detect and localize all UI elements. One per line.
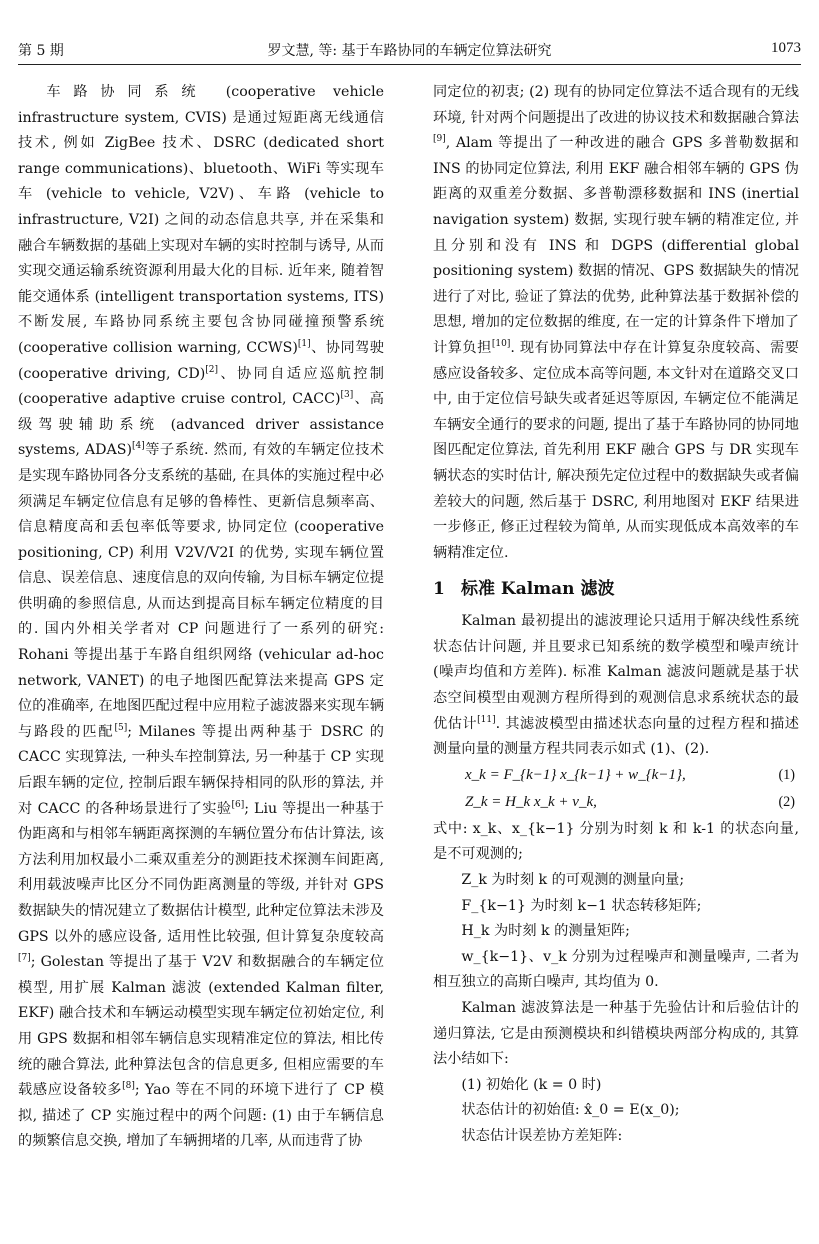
citation[interactable]: [4]: [132, 441, 145, 452]
issue-number: 第 5 期: [18, 43, 64, 59]
algorithm-step: 状态估计误差协方差矩阵:: [461, 1127, 623, 1144]
equation-2-number: (2): [778, 793, 795, 810]
definition-line: w_{k−1}、v_k 分别为过程噪声和测量噪声, 二者为相互独立的高斯白噪声, 其均值为 0.: [433, 948, 799, 991]
running-header: [18, 36, 801, 62]
intro-paragraph-continued: 同定位的初衷; (2) 现有的协同定位算法不适合现有的无线环境, 针对两个问题提出了改进的协议技术和数据融合算法[9], Alam 等提出了一种改进的融合 GPS 多普勒数据和 INS 的协同定位算法, 利用 EKF 融合相邻车辆的 GPS 伪距离的双重差分数据、多普勒漂移数据和 INS (inertial navigation system) 数据, 实现行驶车辆的精准定位, 并且分别和没有 INS 和 DGPS (differential global positioning system) 数据的情况、GPS 数据缺失的情况进行了对比, 验证了算法的优势, 此种算法基于数据补偿的思想, 增加的定位数据的维度, 在一定的计算条件下增加了计算负担[10]. 现有协同算法中存在计算复杂度较高、需要感应设备较多、定位成本高等问题, 本文针对在道路交叉口中, 由于定位信号缺失或者延迟等原因, 车辆定位不能满足车辆安全通行的要求的问题, 提出了基于车路协同的协同地图匹配定位算法, 首先利用 EKF 融合 GPS 与 DR 实现车辆状态的实时估计, 解决预先定位过程中的数据缺失或者偏差较大的问题, 然后基于 DSRC, 利用地图对 EKF 结果进一步修正, 修正过程较为简单, 从而实现低成本高效率的车辆精准定位.: [433, 84, 799, 561]
equation-1: [433, 763, 799, 790]
section-heading: 1 标准 Kalman 滤波: [433, 579, 615, 600]
algorithm-step: (1) 初始化 (k = 0 时): [461, 1076, 602, 1093]
equation-1-formula: x_k = F_{k−1} x_{k−1} + w_{k−1},: [465, 766, 686, 783]
citation[interactable]: [5]: [114, 722, 128, 733]
definition-line: F_{k−1} 为时刻 k−1 状态转移矩阵;: [461, 897, 702, 914]
running-title: 罗文慧, 等: 基于车路协同的车辆定位算法研究: [267, 43, 552, 59]
header-rule: [18, 64, 801, 65]
citation[interactable]: [2]: [205, 364, 218, 375]
page-number: 1073: [771, 40, 801, 56]
right-column: [433, 80, 799, 1150]
kalman-paragraph: Kalman 最初提出的滤波理论只适用于解决线性系统状态估计问题, 并且要求已知系统的数学模型和噪声统计 (噪声均值和方差阵). 标准 Kalman 滤波问题就是基于状态空间模型由观测方程所得到的观测信息求系统状态的最优估计[11]. 其滤波模型由描述状态向量的过程方程和描述测量向量的测量方程共同表示如式 (1)、(2).: [433, 613, 799, 758]
algorithm-step: 状态估计的初始值: x̂_0 = E(x_0);: [461, 1102, 680, 1119]
citation[interactable]: [7]: [18, 953, 31, 964]
citation[interactable]: [8]: [122, 1081, 135, 1092]
equation-1-number: (1): [778, 766, 795, 783]
citation[interactable]: [3]: [340, 390, 354, 401]
algorithm-paragraph: Kalman 滤波算法是一种基于先验估计和后验估计的递归算法, 它是由预测模块和纠错模块两部分构成的, 其算法小结如下:: [433, 1000, 799, 1068]
definition-line: H_k 为时刻 k 的测量矩阵;: [461, 923, 630, 940]
definition-line: 式中: x_k、x_{k−1} 分别为时刻 k 和 k-1 的状态向量, 是不可观测的;: [433, 820, 799, 863]
citation[interactable]: [6]: [231, 799, 245, 810]
citation[interactable]: [10]: [491, 338, 511, 349]
definition-line: Z_k 为时刻 k 的可观测的测量向量;: [461, 872, 685, 889]
intro-paragraph: 车路协同系统 (cooperative vehicle infrastructure system, CVIS) 是通过短距离无线通信技术, 例如 ZigBee 技术、DSRC (dedicated short range communications)、bluetooth、WiFi 等实现车车 (vehicle to vehicle, V2V)、车路 (vehicle to infrastructure, V2I) 之间的动态信息共享, 并在采集和融合车辆数据的基础上实现对车辆的实时控制与诱导, 从而实现交通运输系统资源利用最大化的目标. 近年来, 随着智能交通体系 (intelligent transportation systems, ITS) 不断发展, 车路协同系统主要包含协同碰撞预警系统 (cooperative collision warning, CCWS)[1]、协同驾驶 (cooperative driving, CD)[2]、协同自适应巡航控制 (cooperative adaptive cruise control, CACC)[3]、高级驾驶辅助系统 (advanced driver assistance systems, ADAS)[4]等子系统. 然而, 有效的车辆定位技术是实现车路协同各分支系统的基础, 在具体的实施过程中必须满足车辆定位信息有足够的鲁棒性、更新信息频率高、信息精度高和丢包率低等要求, 协同定位 (cooperative positioning, CP) 利用 V2V/V2I 的优势, 实现车辆位置信息、误差信息、速度信息的双向传输, 为目标车辆定位提供明确的参照信息, 从而达到提高目标车辆定位精度的目的. 国内外相关学者对 CP 问题进行了一系列的研究: Rohani 等提出基于车路自组织网络 (vehicular ad-hoc network, VANET) 的电子地图匹配算法来提高 GPS 定位的准确率, 在地图匹配过程中应用粒子滤波器来实现车辆与路段的匹配[5]; Milanes 等提出两种基于 DSRC 的 CACC 实现算法, 一种头车控制算法, 另一种基于 CP 实现后跟车辆的定位, 控制后跟车辆保持相同的队形的算法, 并对 CACC 的各种场景进行了实验[6]; Liu 等提出一种基于伪距离和与相邻车辆距离探测的车辆位置分布估计算法, 该方法利用加权最小二乘双重差分的测距技术探测车间距离, 利用载波噪声比区分不同伪距离测量的等级, 并针对 GPS 数据缺失的情况建立了数据估计模型, 此种定位算法未涉及 GPS 以外的感应设备, 适用性比较强, 但计算复杂度较高[7]; Golestan 等提出了基于 V2V 和数据融合的车辆定位模型, 用扩展 Kalman 滤波 (extended Kalman filter, EKF) 融合技术和车辆运动模型实现车辆定位初始定位, 利用 GPS 数据和相邻车辆信息实现精准定位的算法, 相比传统的融合算法, 此种算法包含的信息更多, 但相应需要的车载感应设备较多[8]; Yao 等在不同的环境下进行了 CP 模拟, 描述了 CP 实施过程中的两个问题: (1) 由于车辆信息的频繁信息交换, 增加了车辆拥堵的几率, 从而违背了协: [18, 84, 384, 1150]
citation[interactable]: [1]: [297, 338, 311, 349]
equation-2-formula: Z_k = H_k x_k + v_k,: [465, 793, 597, 810]
equation-2: [433, 790, 799, 817]
citation[interactable]: [11]: [477, 714, 496, 725]
citation[interactable]: [9]: [433, 134, 446, 145]
left-column: [18, 80, 384, 1155]
